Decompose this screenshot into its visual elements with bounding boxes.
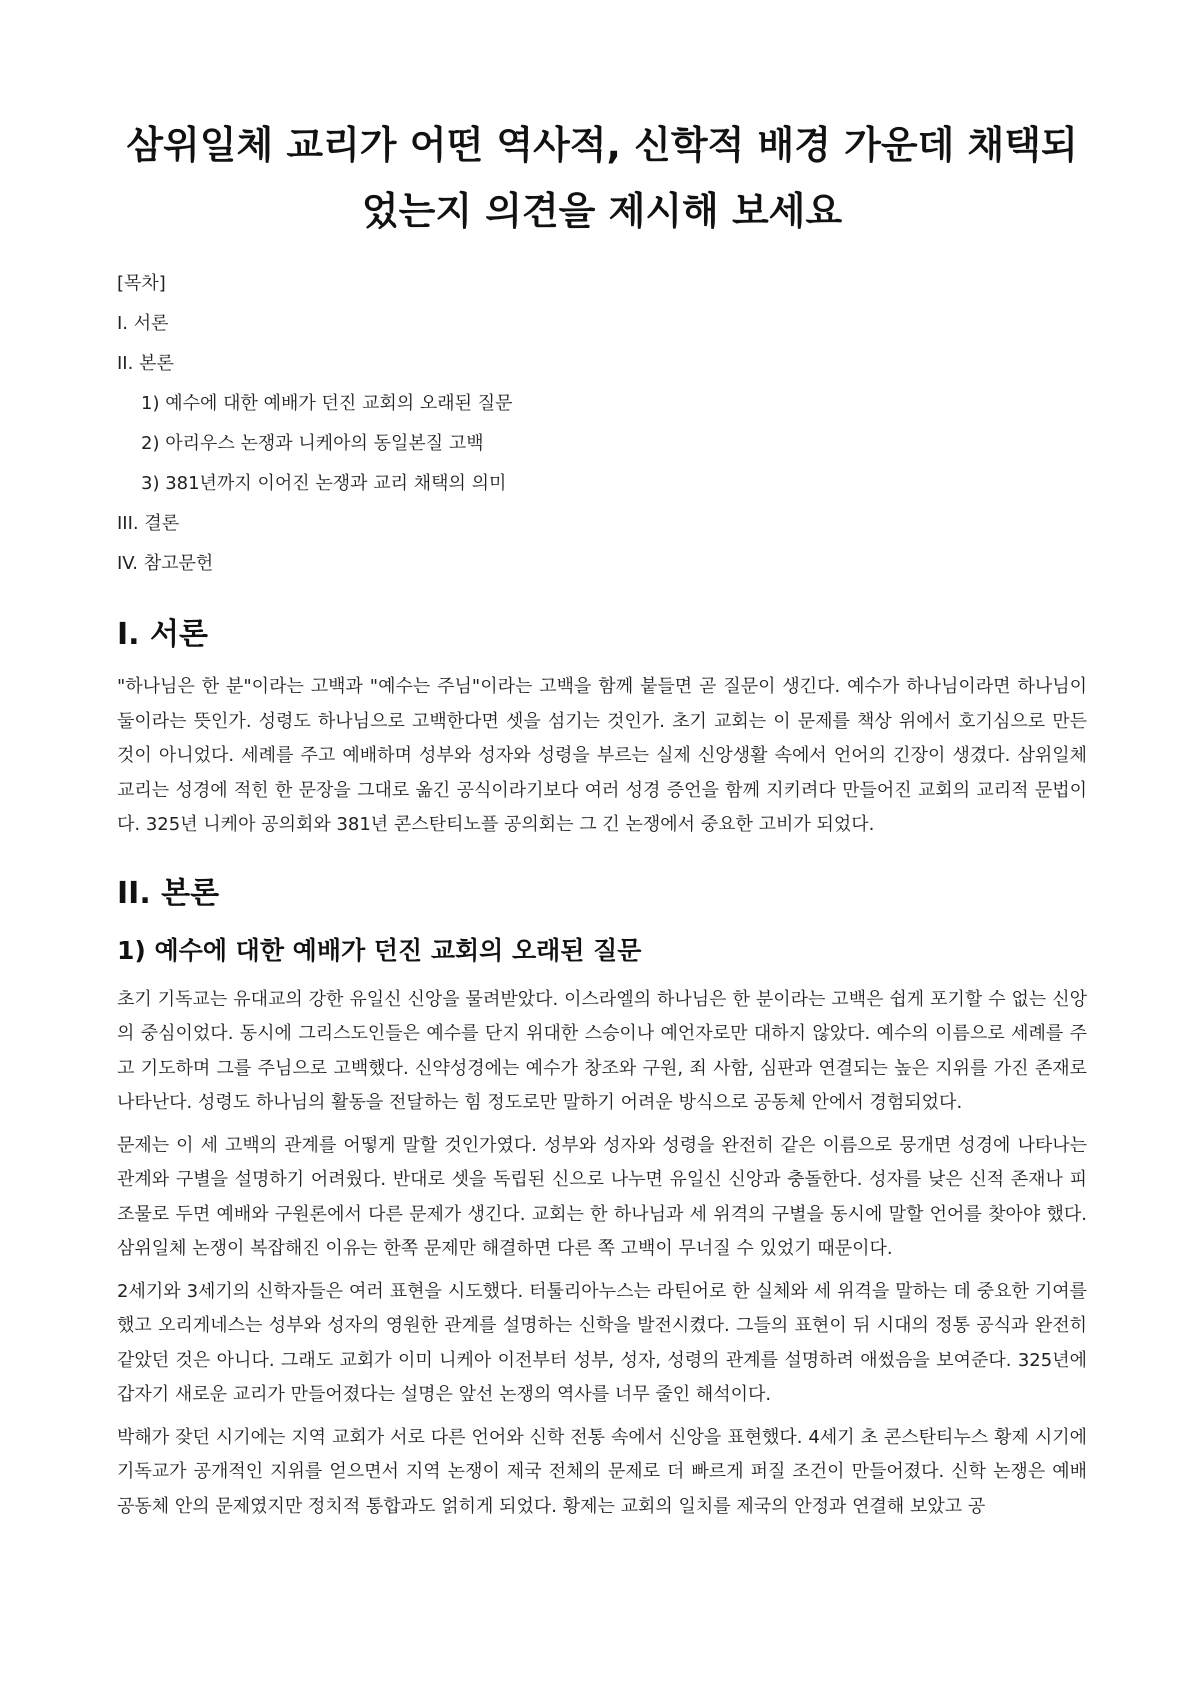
toc-item: 3) 381년까지 이어진 논쟁과 교리 채택의 의미 bbox=[141, 473, 507, 494]
body-section bbox=[117, 869, 1087, 1525]
subsection-1-heading: 1) 예수에 대한 예배가 던진 교회의 오래된 질문 bbox=[117, 935, 642, 965]
document-title: 삼위일체 교리가 어떤 역사적, 신학적 배경 가운데 채택되었는지 의견을 제시해 보세요 bbox=[126, 123, 1078, 233]
table-of-contents bbox=[117, 264, 1087, 584]
toc-item: 2) 아리우스 논쟁과 니케아의 동일본질 고백 bbox=[141, 433, 484, 454]
toc-heading: [목차] bbox=[117, 273, 166, 294]
body-paragraph: 문제는 이 세 고백의 관계를 어떻게 말할 것인가였다. 성부와 성자와 성령을 완전히 같은 이름으로 뭉개면 성경에 나타나는 관계와 구별을 설명하기 어려웠다. 반대로 셋을 독립된 신으로 나누면 유일신 신앙과 충돌한다. 성자를 낮은 신적 존재나 피조물로 두면 예배와 구원론에서 다른 문제가 생긴다. 교회는 한 하나님과 세 위격의 구별을 동시에 말할 언어를 찾아야 했다. 삼위일체 논쟁이 복잡해진 이유는 한쪽 문제만 해결하면 다른 쪽 고백이 무너질 수 있었기 때문이다. bbox=[117, 1134, 1088, 1259]
toc-item: II. 본론 bbox=[117, 353, 174, 374]
toc-item: III. 결론 bbox=[117, 513, 180, 534]
toc-item: IV. 참고문헌 bbox=[117, 553, 214, 574]
body-paragraph: 초기 기독교는 유대교의 강한 유일신 신앙을 물려받았다. 이스라엘의 하나님은 한 분이라는 고백은 쉽게 포기할 수 없는 신앙의 중심이었다. 동시에 그리스도인들은 예수를 단지 위대한 스승이나 예언자로만 대하지 않았다. 예수의 이름으로 세례를 주고 기도하며 그를 주님으로 고백했다. 신약성경에는 예수가 창조와 구원, 죄 사함, 심판과 연결되는 높은 지위를 가진 존재로 나타난다. 성령도 하나님의 활동을 전달하는 힘 정도로만 말하기 어려운 방식으로 공동체 안에서 경험되었다. bbox=[117, 988, 1087, 1113]
intro-paragraph: "하나님은 한 분"이라는 고백과 "예수는 주님"이라는 고백을 함께 붙들면 곧 질문이 생긴다. 예수가 하나님이라면 하나님이 둘이라는 뜻인가. 성령도 하나님으로 고백한다면 셋을 섬기는 것인가. 초기 교회는 이 문제를 책상 위에서 호기심으로 만든 것이 아니었다. 세례를 주고 예배하며 성부와 성자와 성령을 부르는 실제 신앙생활 속에서 언어의 긴장이 생겼다. 삼위일체 교리는 성경에 적힌 한 문장을 그대로 옮긴 공식이라기보다 여러 성경 증언을 함께 지키려다 만들어진 교회의 교리적 문법이다. 325년 니케아 공의회와 381년 콘스탄티노플 공의회는 그 긴 논쟁에서 중요한 고비가 되었다. bbox=[117, 676, 1087, 835]
toc-item: I. 서론 bbox=[117, 313, 169, 334]
body-paragraph: 박해가 잦던 시기에는 지역 교회가 서로 다른 언어와 신학 전통 속에서 신앙을 표현했다. 4세기 초 콘스탄티누스 황제 시기에 기독교가 공개적인 지위를 얻으면서 지역 논쟁이 제국 전체의 문제로 더 빠르게 퍼질 조건이 만들어졌다. 신학 논쟁은 예배 공동체 안의 문제였지만 정치적 통합과도 얽히게 되었다. 황제는 교회의 일치를 제국의 안정과 연결해 보았고 공 bbox=[117, 1426, 1087, 1517]
intro-section bbox=[117, 610, 1087, 843]
intro-heading: I. 서론 bbox=[117, 617, 208, 652]
subsection-1 bbox=[117, 929, 1087, 1525]
body-heading: II. 본론 bbox=[117, 875, 220, 911]
toc-item: 1) 예수에 대한 예배가 던진 교회의 오래된 질문 bbox=[141, 393, 513, 414]
body-paragraph: 2세기와 3세기의 신학자들은 여러 표현을 시도했다. 터툴리아누스는 라틴어로 한 실체와 세 위격을 말하는 데 중요한 기여를 했고 오리게네스는 성부와 성자의 영원한 관계를 설명하는 신학을 발전시켰다. 그들의 표현이 뒤 시대의 정통 공식과 완전히 같았던 것은 아니다. 그래도 교회가 이미 니케아 이전부터 성부, 성자, 성령의 관계를 설명하려 애썼음을 보여준다. 325년에 갑자기 새로운 교리가 만들어졌다는 설명은 앞선 논쟁의 역사를 너무 줄인 해석이다. bbox=[117, 1280, 1087, 1405]
